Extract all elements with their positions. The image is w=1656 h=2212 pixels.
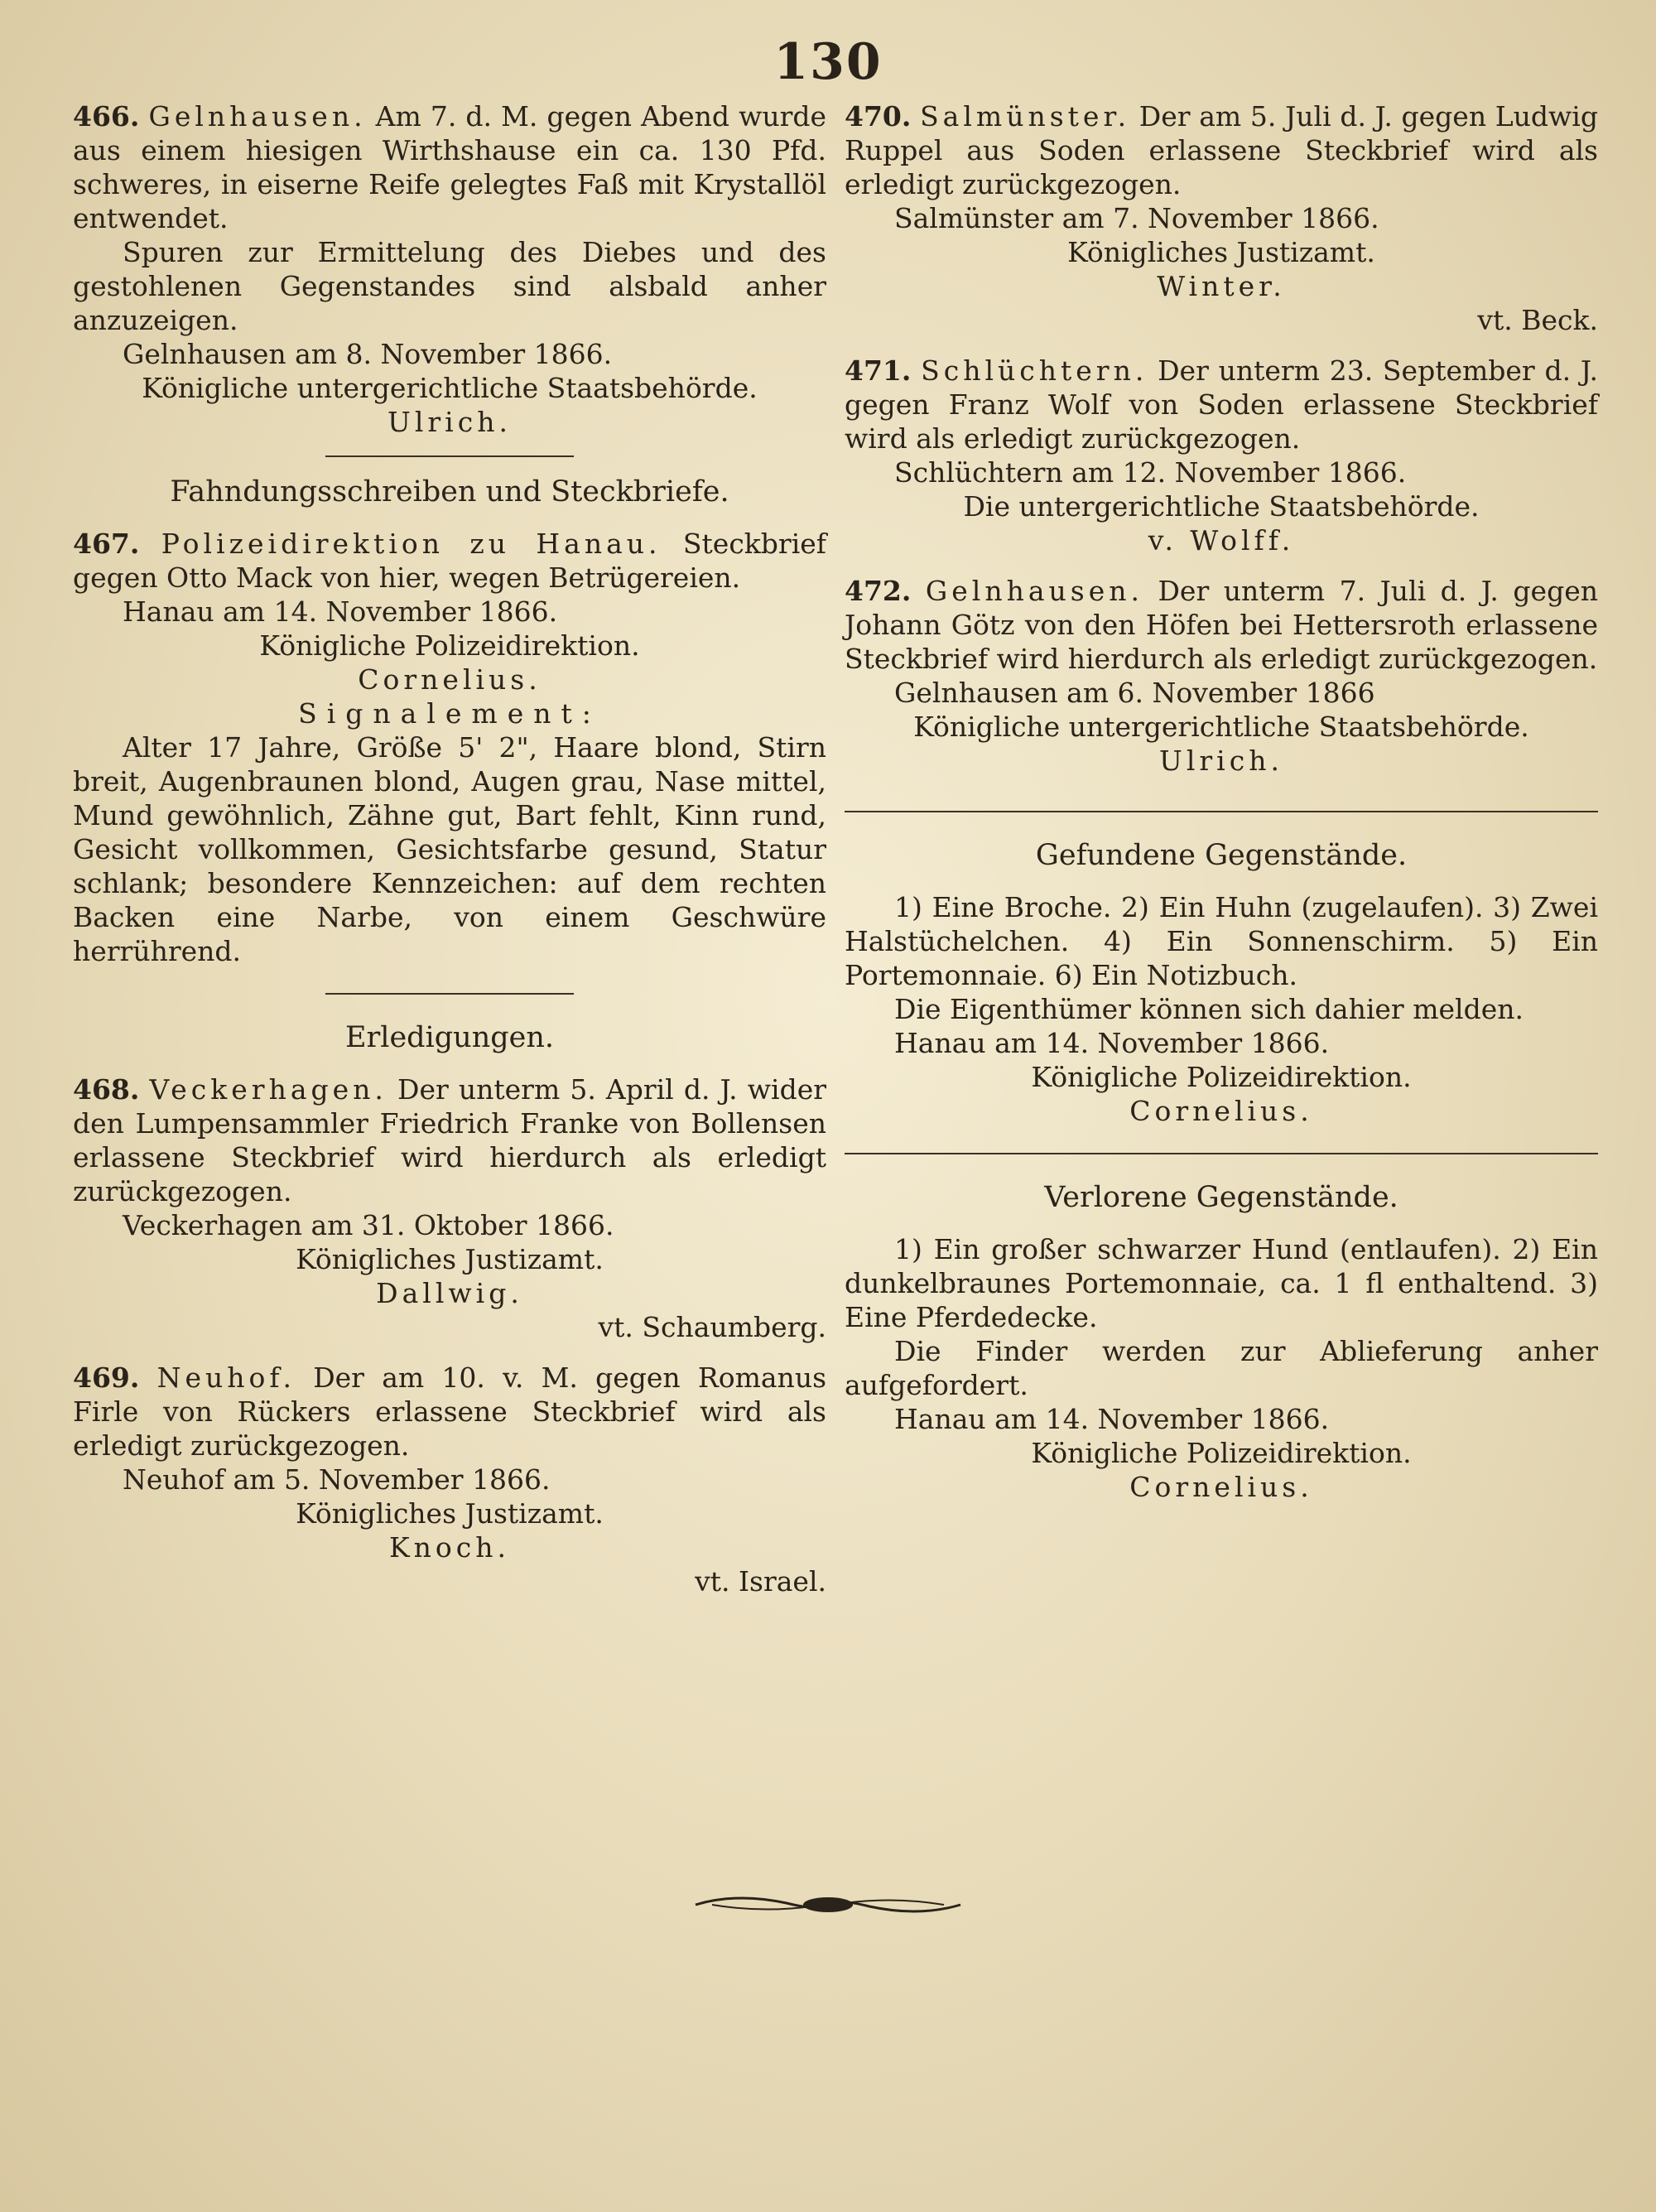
found-items-list: 1) Eine Broche. 2) Ein Huhn (zugelaufen). 3) Zwei Halstüchelchen. 4) Ein Sonnenschirm. 5) Ein Portemonnaie. 6) Ein Notizbuch. xyxy=(845,891,1598,991)
entry-date: Veckerhagen am 31. Oktober 1866. xyxy=(123,1209,614,1241)
signalement-text: Alter 17 Jahre, Größe 5' 2", Haare blond, Stirn breit, Augenbraunen blond, Augen grau, Nase mittel, Mund gewöhnlich, Zähne gut, Bart fehlt, Kinn rund, Gesicht vollkommen, Gesichtsfarbe gesund, Statur schlank; besondere Kennzeichen: auf dem rechten Backen eine Narbe, von einem Geschwüre herrührend. xyxy=(73,731,826,967)
entry-number: 470. xyxy=(845,100,912,133)
entry-text: Am 7. d. M. gegen Abend wurde aus einem hiesigen Wirthshause ein ca. 130 Pfd. schweres, in eiserne Reife gelegtes Faß mit Krystallöl entwendet. xyxy=(73,100,827,234)
entry-place: Neuhof. xyxy=(156,1361,296,1394)
entry-signature: Cornelius. xyxy=(1129,1471,1313,1503)
entry-signature: Winter. xyxy=(1157,270,1286,302)
entry-date: Hanau am 14. November 1866. xyxy=(894,1403,1330,1435)
right-column xyxy=(845,99,1598,1504)
entry-470 xyxy=(845,99,1598,337)
entry-text: Der unterm 7. Juli d. J. gegen Johann Götz von den Höfen bei Hettersroth erlassene Steckbrief wird hierdurch als erledigt zurückgezogen. xyxy=(845,575,1598,675)
entry-place: Polizeidirektion zu Hanau. xyxy=(161,528,662,560)
lost-items-list: 1) Ein großer schwarzer Hund (entlaufen). 2) Ein dunkelbraunes Portemonnaie, ca. 1 fl enthaltend. 3) Eine Pferdedecke. xyxy=(845,1233,1598,1333)
entry-number: 472. xyxy=(845,575,912,607)
entry-469 xyxy=(73,1361,826,1598)
entry-place: Veckerhagen. xyxy=(149,1073,388,1106)
entry-text-2: Spuren zur Ermittelung des Diebes und des gestohlenen Gegenstandes sind alsbald anher anzuzeigen. xyxy=(73,236,826,336)
entry-number: 471. xyxy=(845,354,912,387)
entry-number: 467. xyxy=(73,528,140,560)
section-heading-lost: Verlorene Gegenstände. xyxy=(1044,1181,1398,1214)
entry-signature: Cornelius. xyxy=(1129,1095,1313,1127)
entry-date: Neuhof am 5. November 1866. xyxy=(123,1463,551,1496)
entry-date: Gelnhausen am 8. November 1866. xyxy=(123,338,613,370)
left-column xyxy=(73,99,826,1598)
entry-date: Gelnhausen am 6. November 1866 xyxy=(894,677,1375,709)
entry-date: Hanau am 14. November 1866. xyxy=(894,1027,1330,1059)
signalement-heading: Signalement: xyxy=(298,697,601,730)
found-items-note: Die Eigenthümer können sich dahier melden. xyxy=(894,993,1524,1025)
entry-signature: Cornelius. xyxy=(358,663,542,696)
entry-place: Salmünster. xyxy=(920,100,1131,133)
entry-text: Der am 5. Juli d. J. gegen Ludwig Ruppel aus Soden erlassene Steckbrief wird als erledigt zurückgezogen. xyxy=(845,100,1598,200)
entry-signature: v. Wolff. xyxy=(1148,524,1295,557)
section-heading-wanted: Fahndungsschreiben und Steckbriefe. xyxy=(170,475,729,508)
entry-signature: Ulrich. xyxy=(1159,745,1283,777)
page-number: 130 xyxy=(773,33,883,91)
entry-vt: vt. Israel. xyxy=(695,1565,826,1598)
entry-vt: vt. Beck. xyxy=(1477,304,1598,336)
entry-authority: Königliche untergerichtliche Staatsbehörde. xyxy=(142,372,758,404)
entry-signature: Knoch. xyxy=(389,1531,510,1564)
entry-signature: Dallwig. xyxy=(376,1277,523,1309)
section-heading-found: Gefundene Gegenstände. xyxy=(1035,839,1408,872)
section-heading-settled: Erledigungen. xyxy=(344,1021,555,1054)
entry-text: Steckbrief gegen Otto Mack von hier, wegen Betrügereien. xyxy=(73,528,826,594)
entry-number: 466. xyxy=(73,100,140,133)
entry-authority: Königliches Justizamt. xyxy=(1067,236,1375,268)
entry-authority: Königliche Polizeidirektion. xyxy=(1031,1061,1412,1093)
closing-ornament-icon xyxy=(687,1888,969,1921)
entry-authority: Königliche untergerichtliche Staatsbehörde. xyxy=(913,711,1529,743)
entry-place: Gelnhausen. xyxy=(148,100,367,133)
entry-date: Salmünster am 7. November 1866. xyxy=(894,202,1379,234)
entry-text: Der am 10. v. M. gegen Romanus Firle von Rückers erlassene Steckbrief wird als erledigt zurückgezogen. xyxy=(73,1361,827,1462)
entry-468 xyxy=(73,1072,826,1344)
entry-authority: Königliche Polizeidirektion. xyxy=(259,629,640,662)
entry-471 xyxy=(845,354,1598,557)
entry-place: Gelnhausen. xyxy=(925,575,1143,607)
entry-date: Hanau am 14. November 1866. xyxy=(123,595,558,628)
entry-date: Schlüchtern am 12. November 1866. xyxy=(894,456,1407,489)
entry-text: Der unterm 5. April d. J. wider den Lumpensammler Friedrich Franke von Bollensen erlassene Steckbrief wird hierdurch als erledigt zurückgezogen. xyxy=(73,1073,826,1207)
found-items-section xyxy=(845,837,1598,1128)
entry-authority: Königliches Justizamt. xyxy=(296,1497,604,1530)
lost-items-note: Die Finder werden zur Ablieferung anher aufgefordert. xyxy=(845,1335,1598,1401)
entry-authority: Königliches Justizamt. xyxy=(296,1243,604,1275)
entry-vt: vt. Schaumberg. xyxy=(598,1311,826,1343)
entry-472 xyxy=(845,574,1598,778)
entry-467 xyxy=(73,527,826,968)
entry-466 xyxy=(73,99,826,439)
entry-authority: Königliche Polizeidirektion. xyxy=(1031,1437,1412,1469)
entry-signature: Ulrich. xyxy=(388,406,512,438)
entry-number: 468. xyxy=(73,1073,140,1106)
entry-authority: Die untergerichtliche Staatsbehörde. xyxy=(963,490,1480,523)
entry-text: Der unterm 23. September d. J. gegen Franz Wolf von Soden erlassene Steckbrief wird als erledigt zurückgezogen. xyxy=(845,354,1598,455)
entry-place: Schlüchtern. xyxy=(921,354,1148,387)
lost-items-section xyxy=(845,1179,1598,1504)
entry-number: 469. xyxy=(73,1361,140,1394)
